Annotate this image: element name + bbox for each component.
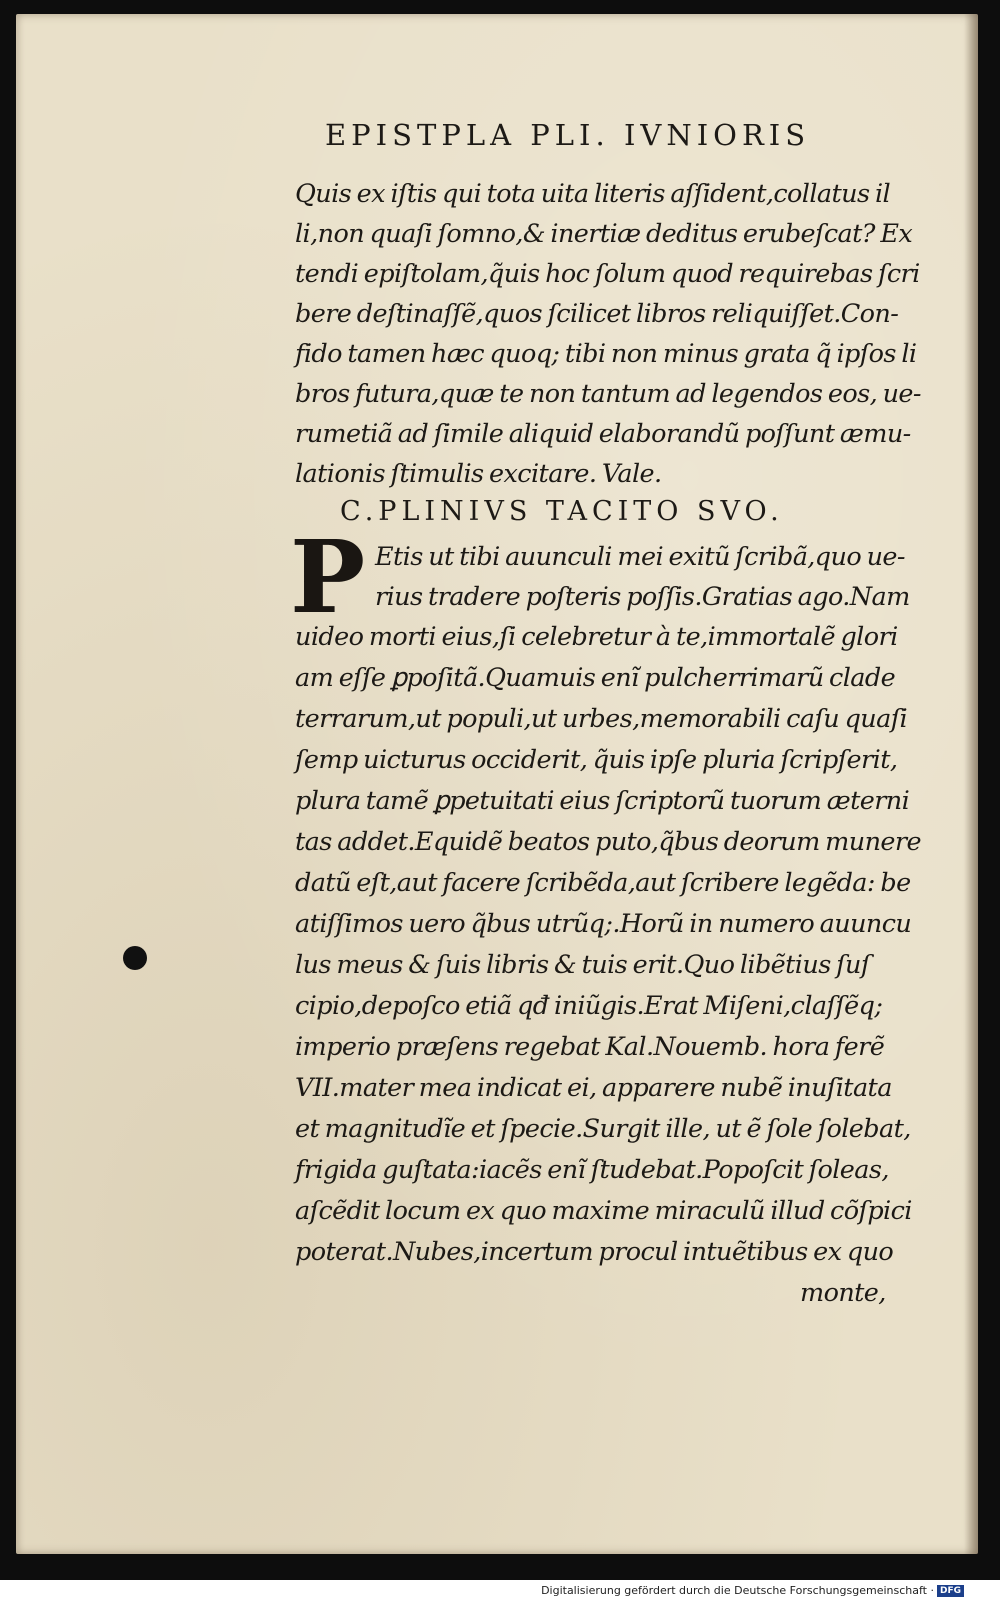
text-line: et magnitudĩe et ſpecie.Surgit ille, ut ẽ ſole ſolebat, (295, 1114, 911, 1144)
drop-initial: P (290, 518, 366, 636)
text-line: datũ eſt,aut facere ſcribẽda,aut ſcribere legẽda: be (295, 868, 911, 898)
digitization-credit (541, 1584, 964, 1597)
text-line: imperio præſens regebat Kal.Nouemb. hora ferẽ (295, 1032, 885, 1062)
text-line: aſcẽdit locum ex quo maxime miraculũ illud cõſpici (295, 1196, 912, 1226)
text-line: terrarum,ut populi,ut urbes,memorabili caſu quaſi (295, 704, 908, 734)
text-line: VII.mater mea indicat ei, apparere nubẽ inuſitata (295, 1073, 892, 1103)
text-line: atiſſimos uero q̃bus utrũq;.Horũ in numero auuncu (295, 909, 912, 939)
text-line: tendi epiſtolam,q̃uis hoc ſolum quod requirebas ſcri (295, 259, 920, 289)
text-line: tas addet.Equidẽ beatos puto,q̃bus deorum munere (295, 827, 921, 857)
text-line: Etis ut tibi auunculi mei exitũ ſcribã,quo ue- (375, 542, 905, 572)
running-head: EPISTPLA PLI. IVNIORIS (325, 118, 811, 152)
text-line: rumetiã ad ſimile aliquid elaborandũ poſſunt æmu- (295, 419, 911, 449)
text-line: fido tamen hæc quoq; tibi non minus grata q̃ ipſos li (295, 339, 917, 369)
text-line: frigida guſtata:iacẽs enĩ ſtudebat.Popoſcit ſoleas, (295, 1155, 889, 1185)
text-line: bere deſtinaſſẽ,quos ſcilicet libros reliquiſſet.Con- (295, 299, 899, 329)
text-line: lationis ſtimulis excitare. Vale. (295, 459, 662, 489)
text-line: cipio,depoſco etiã qđ iniũgis.Erat Miſeni,claſſẽq; (295, 991, 883, 1021)
catchword: monte, (800, 1278, 886, 1308)
text-line: Quis ex iſtis qui tota uita literis aſſident,collatus il (295, 179, 891, 209)
text-line: li,non quaſi ſomno,& inertiæ deditus erubeſcat? Ex (295, 219, 913, 249)
text-line: rius tradere poſteris poſſis.Gratias ago.Nam (375, 582, 910, 612)
text-line: bros futura,quæ te non tantum ad legendos eos, ue- (295, 379, 921, 409)
text-line: lus meus & ſuis libris & tuis erit.Quo libẽtius ſuſ (295, 950, 870, 980)
letter-heading: C.PLINIVS TACITO SVO. (340, 496, 784, 527)
text-line: poterat.Nubes,incertum procul intuẽtibus ex quo (295, 1237, 894, 1267)
text-line: am eſſe ꝑpoſitã.Quamuis enĩ pulcherrimarũ clade (295, 663, 896, 693)
text-line: plura tamẽ ꝑpetuitati eius ſcriptorũ tuorum æterni (295, 786, 910, 816)
credit-text: Digitalisierung gefördert durch die Deutsche Forschungsgemeinschaft · (541, 1584, 934, 1597)
text-line: uideo morti eius,ſi celebretur à te,immortalẽ glori (295, 622, 898, 652)
page-edge-shadow (964, 14, 978, 1554)
margin-ink-dot (123, 946, 147, 970)
dfg-logo-icon: DFG (937, 1585, 964, 1597)
text-line: ſemp uicturus occiderit, q̃uis ipſe pluria ſcripſerit, (295, 745, 898, 775)
